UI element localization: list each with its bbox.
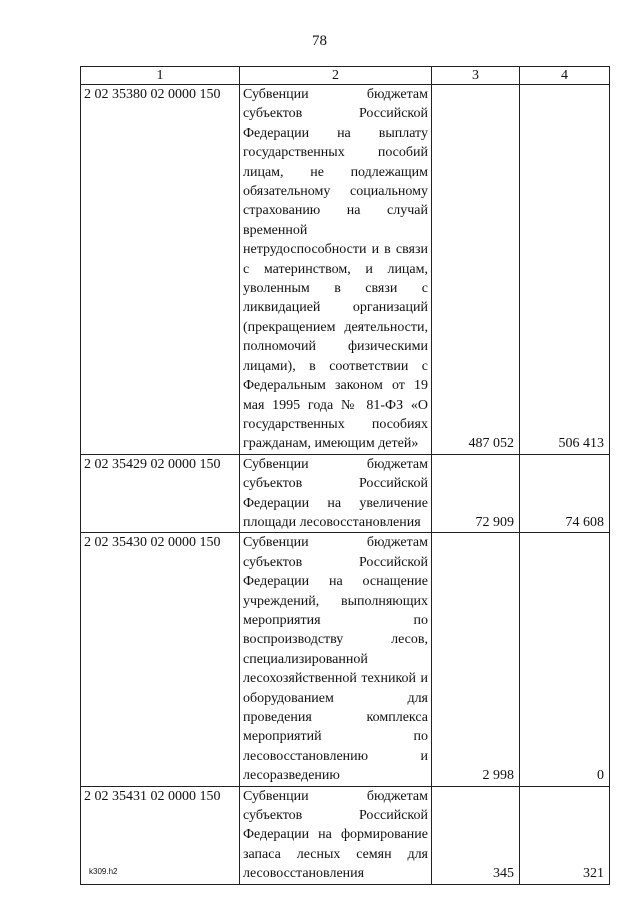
footer-document-code: k309.h2 [89, 867, 118, 876]
amount-col-4: 321 [520, 786, 610, 884]
budget-code: 2 02 35429 02 0000 150 [81, 454, 240, 533]
table-row [81, 454, 610, 533]
amount-col-3: 345 [432, 786, 520, 884]
amount-col-4: 74 608 [520, 454, 610, 533]
budget-code: 2 02 35430 02 0000 150 [81, 533, 240, 786]
budget-table [80, 66, 610, 885]
budget-code: 2 02 35380 02 0000 150 [81, 85, 240, 455]
row-description: Субвенции бюджетам субъектов Российской Федерации на выплату государственных пособий лицам, не подлежащим обязательному социальному страхованию на случай временной нетрудоспособности и в связи с материнством, и лицам, уволенным в связи с ликвидацией организаций (прекращением деятельности, полномочий физическими лицами), в соответствии с Федеральным законом от 19 мая 1995 года № 81-ФЗ «О государственных пособиях гражданам, имеющим детей» [240, 85, 432, 455]
row-description: Субвенции бюджетам субъектов Российской Федерации на увеличение площади лесовосстановления [240, 454, 432, 533]
header-col-3: 3 [432, 67, 520, 85]
amount-col-4: 506 413 [520, 85, 610, 455]
header-col-2: 2 [240, 67, 432, 85]
header-col-1: 1 [81, 67, 240, 85]
row-description: Субвенции бюджетам субъектов Российской Федерации на оснащение учреждений, выполняющих мероприятия по воспроизводству лесов, специализированной лесохозяйственной техникой и оборудованием для проведения комплекса мероприятий по лесовосстановлению и лесоразведению [240, 533, 432, 786]
page-number: 78 [312, 33, 327, 49]
table-row [81, 786, 610, 884]
amount-col-3: 487 052 [432, 85, 520, 455]
amount-col-3: 72 909 [432, 454, 520, 533]
table-row [81, 533, 610, 786]
amount-col-3: 2 998 [432, 533, 520, 786]
header-col-4: 4 [520, 67, 610, 85]
table-row [81, 85, 610, 455]
header-row [81, 67, 610, 85]
amount-col-4: 0 [520, 533, 610, 786]
row-description: Субвенции бюджетам субъектов Российской Федерации на формирование запаса лесных семян для лесовосстановления [240, 786, 432, 884]
budget-code: 2 02 35431 02 0000 150 [81, 786, 240, 884]
